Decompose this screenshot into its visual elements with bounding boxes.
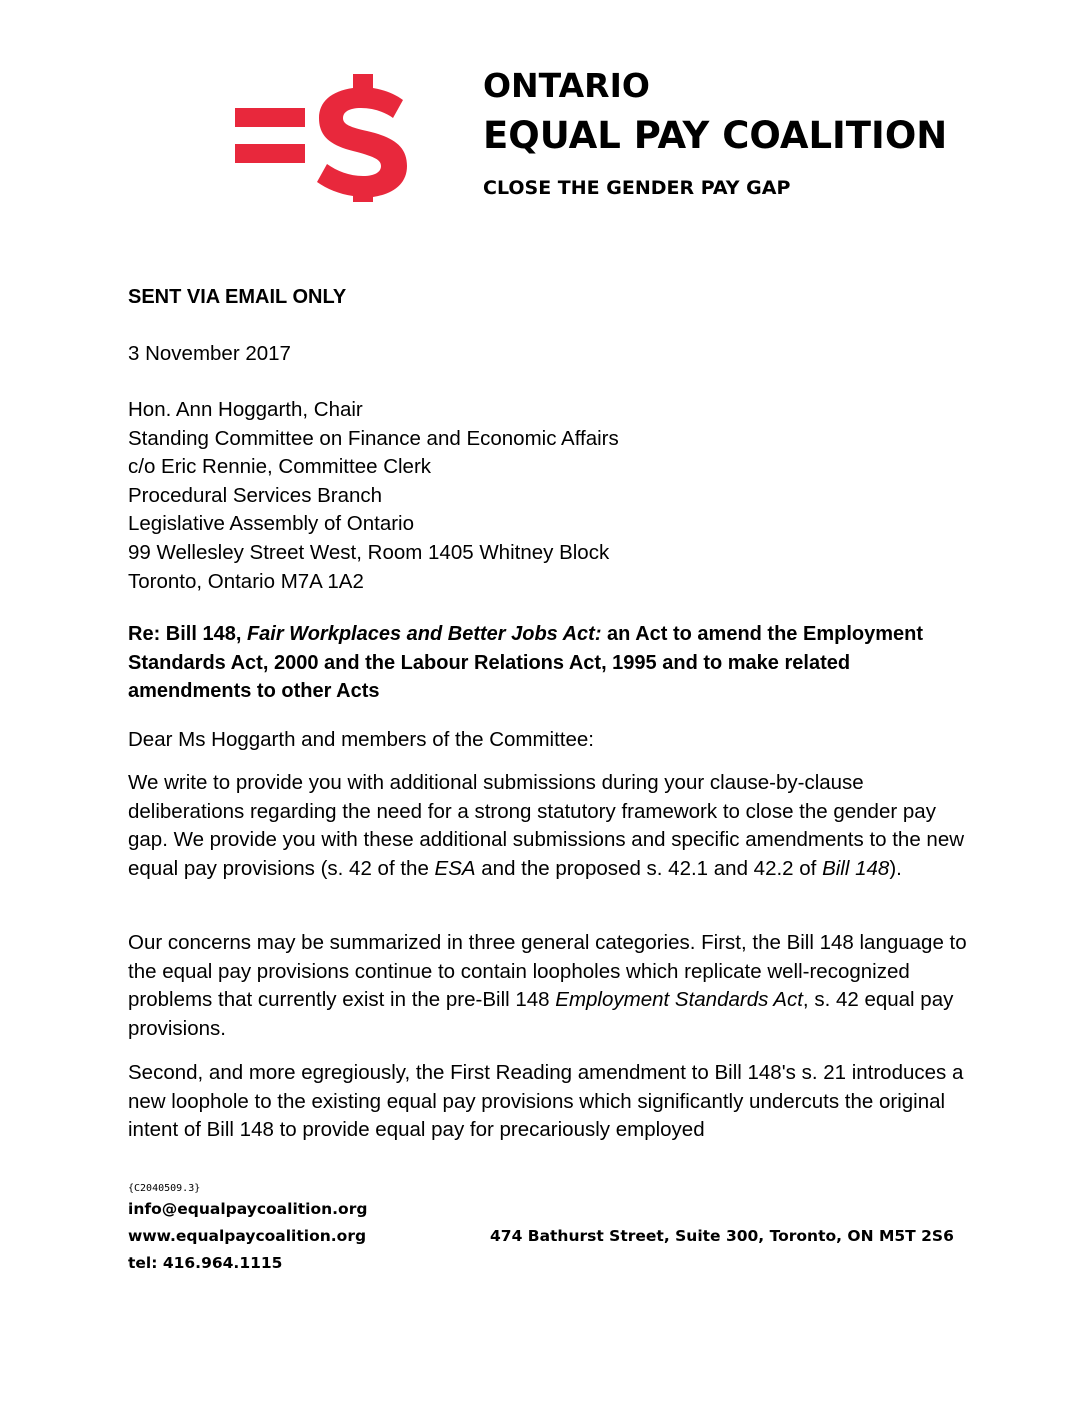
document-reference: {C2040509.3} [128, 1183, 201, 1194]
paragraph-text: We write to provide you with additional submissions during your clause-by-clause deliberations regarding the need for a strong statutory framework to close the gender pay gap. We provide you with these additional submissions and specific amendments to the new equal pay provisions (s. 42 of the [128, 771, 965, 880]
address-line: Procedural Services Branch [128, 483, 383, 507]
paragraph-italic: Bill 148 [822, 856, 890, 880]
paragraph-1 [128, 769, 968, 883]
paragraph-italic: Employment Standards Act [555, 988, 803, 1012]
letter-date: 3 November 2017 [128, 342, 291, 365]
address-line: 99 Wellesley Street West, Room 1405 Whitney Block [128, 540, 610, 564]
paragraph-text: and the proposed s. 42.1 and 42.2 of [475, 856, 823, 880]
footer-phone: tel: 416.964.1115 [128, 1254, 283, 1272]
org-name-line2: EQUAL PAY COALITION [483, 114, 948, 157]
subject-prefix: Re: Bill 148, [128, 623, 247, 645]
paragraph-text: Our concerns may be summarized in three general categories. First, the Bill 148 language to the equal pay provisions continue to contain loopholes which replicate well-recognized problems that currently exist in the pre-Bill 148 [128, 931, 967, 1012]
footer-website: www.equalpaycoalition.org [128, 1227, 367, 1245]
delivery-method: SENT VIA EMAIL ONLY [128, 286, 347, 308]
subject-line [128, 620, 968, 706]
paragraph-italic: ESA [434, 856, 476, 880]
footer-address: 474 Bathurst Street, Suite 300, Toronto, ON M5T 2S6 [490, 1227, 954, 1245]
subject-act-title: Fair Workplaces and Better Jobs Act: [246, 623, 602, 645]
footer-email: info@equalpaycoalition.org [128, 1200, 368, 1218]
address-line: Hon. Ann Hoggarth, Chair [128, 398, 363, 421]
org-tagline: CLOSE THE GENDER PAY GAP [483, 177, 791, 199]
paragraph-text: ). [889, 856, 902, 880]
org-name-line1: ONTARIO [483, 66, 650, 105]
address-line: Standing Committee on Finance and Economic Affairs [128, 426, 619, 450]
salutation: Dear Ms Hoggarth and members of the Committee: [128, 728, 594, 751]
paragraph-3: Second, and more egregiously, the First Reading amendment to Bill 148's s. 21 introduces a new loophole to the existing equal pay provisions which significantly undercuts the original intent of Bill 148 to provide equal pay for precariously employed [128, 1061, 964, 1142]
equals-dollar-logo-icon [235, 72, 415, 202]
paragraph-2 [128, 929, 968, 1043]
address-line: Toronto, Ontario M7A 1A2 [128, 569, 364, 593]
recipient-address [128, 396, 968, 596]
subject-rest: an Act to amend the Employment Standards Act, 2000 and the Labour Relations Act, 1995 and to make related amendments to other Acts [128, 623, 924, 703]
address-line: Legislative Assembly of Ontario [128, 512, 414, 536]
address-line: c/o Eric Rennie, Committee Clerk [128, 455, 432, 479]
paragraph-text: , s. 42 equal pay provisions. [128, 988, 954, 1040]
